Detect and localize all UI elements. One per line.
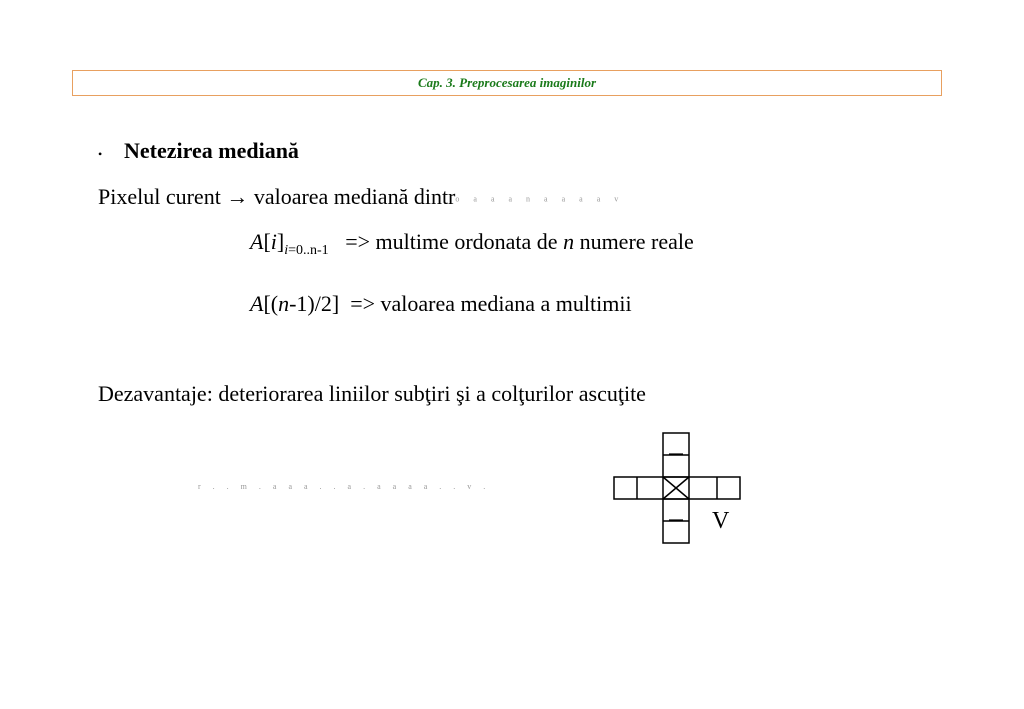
formula2-base: A bbox=[250, 291, 264, 316]
formula1-open: [ bbox=[263, 229, 271, 254]
formula-1 bbox=[250, 229, 694, 259]
intro-text: valoarea mediană dintr bbox=[253, 184, 456, 209]
header-title: Cap. 3. Preprocesarea imaginilor bbox=[417, 75, 597, 90]
intro-prefix: Pixelul curent bbox=[98, 184, 221, 209]
intro-faint-tail: o a a a n a a a a v bbox=[455, 194, 625, 204]
formula1-text-before: => multime ordonata de bbox=[345, 229, 558, 254]
disadvantages-line: Dezavantaje: deteriorarea liniilor subţiri şi a colţurilor ascuţite bbox=[98, 381, 646, 406]
formula1-text-after: numere reale bbox=[579, 229, 694, 254]
intro-line bbox=[98, 184, 624, 210]
formula-2 bbox=[250, 291, 632, 317]
formula2-text: => valoarea mediana a multimii bbox=[350, 291, 632, 316]
arrow-icon: → bbox=[226, 184, 249, 209]
formula1-index: i bbox=[270, 229, 277, 254]
formula1-base: A bbox=[250, 229, 264, 254]
formula2-open: [( bbox=[263, 291, 279, 316]
formula1-sub-rest: =0..n-1 bbox=[288, 243, 329, 258]
formula2-rest: -1)/2] bbox=[289, 291, 340, 316]
formula1-n: n bbox=[563, 229, 575, 254]
formula1-close: ] bbox=[276, 229, 285, 254]
figure-faint-caption: r . . m . a a a . . a . a a a a . . v . bbox=[198, 482, 491, 491]
section-heading-row bbox=[98, 138, 299, 164]
formula1-sub-var: i bbox=[284, 243, 289, 258]
bullet-icon: • bbox=[98, 147, 103, 161]
page-header bbox=[72, 70, 942, 96]
neighborhood-label: V bbox=[712, 508, 730, 534]
formula2-n: n bbox=[278, 291, 290, 316]
section-heading: Netezirea mediană bbox=[124, 138, 299, 163]
formula1-subscript bbox=[284, 243, 328, 258]
